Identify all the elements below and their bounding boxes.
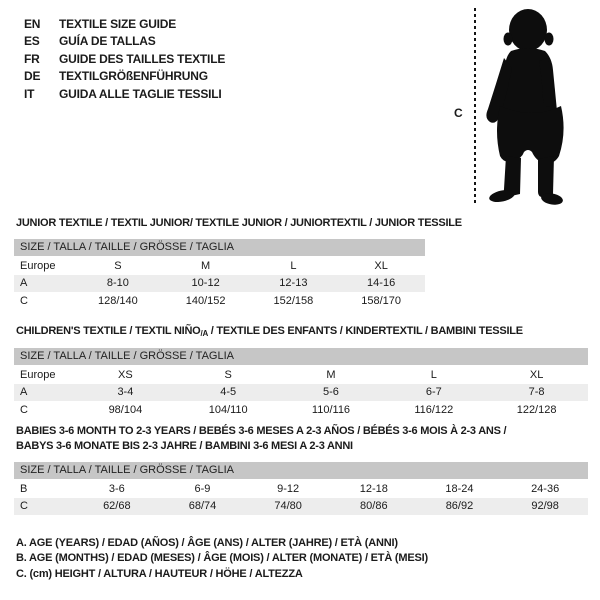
table-cell: 74/80 bbox=[274, 500, 302, 513]
table-cell: 10-12 bbox=[191, 277, 220, 290]
language-label: GUÍA DE TALLAS bbox=[59, 34, 156, 49]
table-cell: 14-16 bbox=[367, 277, 396, 290]
row-label: A bbox=[20, 277, 28, 290]
language-header bbox=[24, 15, 225, 103]
height-marker-label: C bbox=[454, 106, 463, 120]
language-label: TEXTILE SIZE GUIDE bbox=[59, 16, 177, 31]
language-row bbox=[24, 33, 225, 51]
language-row bbox=[24, 85, 225, 103]
language-label: TEXTILGRÖßENFÜHRUNG bbox=[59, 69, 208, 84]
table-cell: 6-7 bbox=[425, 386, 442, 399]
table-cell: 7-8 bbox=[528, 386, 545, 399]
row-label: A bbox=[20, 386, 28, 399]
table-row bbox=[14, 257, 425, 275]
language-code: DE bbox=[24, 69, 41, 84]
table-title-post: / TEXTILE DES ENFANTS / KINDERTEXTIL / BAMBINI TESSILE bbox=[207, 325, 523, 337]
baby-silhouette-icon bbox=[478, 6, 574, 206]
table-cell: 8-10 bbox=[106, 277, 129, 290]
table-cell: 12-18 bbox=[359, 482, 388, 495]
table-cell: M bbox=[326, 368, 336, 381]
table-cell: 86/92 bbox=[445, 500, 474, 513]
table-cell: 116/122 bbox=[414, 403, 454, 416]
measurement-notes bbox=[16, 536, 428, 582]
row-label: Europe bbox=[20, 368, 56, 381]
childrens-table bbox=[14, 366, 588, 419]
table-cell: 110/116 bbox=[311, 403, 351, 416]
language-row bbox=[24, 15, 225, 33]
table-cell: 4-5 bbox=[220, 386, 237, 399]
table-cell: 68/74 bbox=[188, 500, 217, 513]
table-cell: 62/68 bbox=[103, 500, 131, 513]
table-cell: XL bbox=[529, 368, 544, 381]
language-code: FR bbox=[24, 51, 40, 66]
table-cell: 128/140 bbox=[97, 294, 138, 307]
table-cell: S bbox=[224, 368, 232, 381]
table-cell: 80/86 bbox=[360, 500, 388, 513]
table-title-line1: BABIES 3-6 MONTH TO 2-3 YEARS / BEBÉS 3-6 MESES A 2-3 AÑOS / BÉBÉS 3-6 MOIS À 2-3 ANS / bbox=[16, 425, 507, 437]
row-label: C bbox=[20, 294, 28, 307]
table-cell: 24-36 bbox=[531, 482, 560, 495]
table-title-pre: CHILDREN'S TEXTILE / TEXTIL NIÑO bbox=[16, 325, 201, 337]
junior-table bbox=[14, 257, 425, 310]
table-row bbox=[14, 498, 588, 516]
table-cell: L bbox=[430, 368, 437, 381]
table-cell: 3-6 bbox=[108, 482, 125, 495]
table-cell: 3-4 bbox=[117, 386, 134, 399]
table-cell: 9-12 bbox=[277, 482, 300, 495]
babies-table bbox=[14, 480, 588, 515]
language-label: GUIDE DES TAILLES TEXTILE bbox=[59, 51, 226, 66]
language-code: ES bbox=[24, 34, 40, 49]
note-c: C. (cm) HEIGHT / ALTURA / HAUTEUR / HÖHE / ALTEZZA bbox=[16, 567, 303, 580]
language-row bbox=[24, 50, 225, 68]
language-row bbox=[24, 68, 225, 86]
table-cell: 98/104 bbox=[108, 403, 143, 416]
size-header-bar: SIZE / TALLA / TAILLE / GRÖSSE / TAGLIA bbox=[14, 462, 588, 479]
table-title: JUNIOR TEXTILE / TEXTIL JUNIOR/ TEXTILE JUNIOR / JUNIORTEXTIL / JUNIOR TESSILE bbox=[16, 217, 462, 229]
table-row bbox=[14, 292, 425, 310]
note-b: B. AGE (MONTHS) / EDAD (MESES) / ÂGE (MOIS) / ALTER (MONATE) / ETÀ (MESI) bbox=[16, 552, 428, 565]
row-label: B bbox=[20, 482, 28, 495]
table-title bbox=[16, 424, 588, 454]
note-a: A. AGE (YEARS) / EDAD (AÑOS) / ÂGE (ANS) / ALTER (JAHRE) / ETÀ (ANNI) bbox=[16, 537, 398, 549]
table-row bbox=[14, 384, 588, 402]
row-label: Europe bbox=[20, 259, 56, 272]
table-cell: XL bbox=[374, 259, 388, 272]
table-row bbox=[14, 480, 588, 498]
language-label: GUIDA ALLE TAGLIE TESSILI bbox=[59, 86, 222, 101]
table-cell: 6-9 bbox=[194, 482, 211, 495]
table-cell: 122/128 bbox=[516, 403, 557, 416]
height-dotted-line bbox=[474, 8, 476, 206]
table-cell: L bbox=[290, 259, 297, 272]
table-cell: 18-24 bbox=[445, 482, 474, 495]
size-header-bar: SIZE / TALLA / TAILLE / GRÖSSE / TAGLIA bbox=[14, 239, 425, 256]
table-row bbox=[14, 275, 425, 293]
table-title-line2: BABYS 3-6 MONATE BIS 2-3 JAHRE / BAMBINI 3-6 MESI A 2-3 ANNI bbox=[16, 440, 353, 452]
row-label: C bbox=[20, 500, 28, 513]
size-header-bar: SIZE / TALLA / TAILLE / GRÖSSE / TAGLIA bbox=[14, 348, 588, 365]
table-cell: 5-6 bbox=[323, 386, 339, 399]
table-cell: 12-13 bbox=[279, 277, 308, 290]
language-code: EN bbox=[24, 16, 41, 31]
babies-table-section bbox=[14, 424, 588, 515]
table-cell: 158/170 bbox=[361, 294, 401, 307]
table-cell: 104/110 bbox=[208, 403, 248, 416]
table-cell: 92/98 bbox=[531, 500, 559, 513]
table-title bbox=[16, 325, 588, 338]
table-cell: M bbox=[201, 259, 211, 272]
table-cell: 152/158 bbox=[273, 294, 314, 307]
table-cell: 140/152 bbox=[185, 294, 226, 307]
row-label: C bbox=[20, 403, 28, 416]
table-cell: S bbox=[114, 259, 122, 272]
language-code: IT bbox=[24, 86, 35, 101]
table-cell: XS bbox=[118, 368, 133, 381]
table-row bbox=[14, 366, 588, 384]
childrens-table-section bbox=[14, 325, 588, 419]
table-row bbox=[14, 401, 588, 419]
junior-table-section bbox=[14, 217, 462, 310]
table-title-sub: /A bbox=[200, 329, 208, 338]
